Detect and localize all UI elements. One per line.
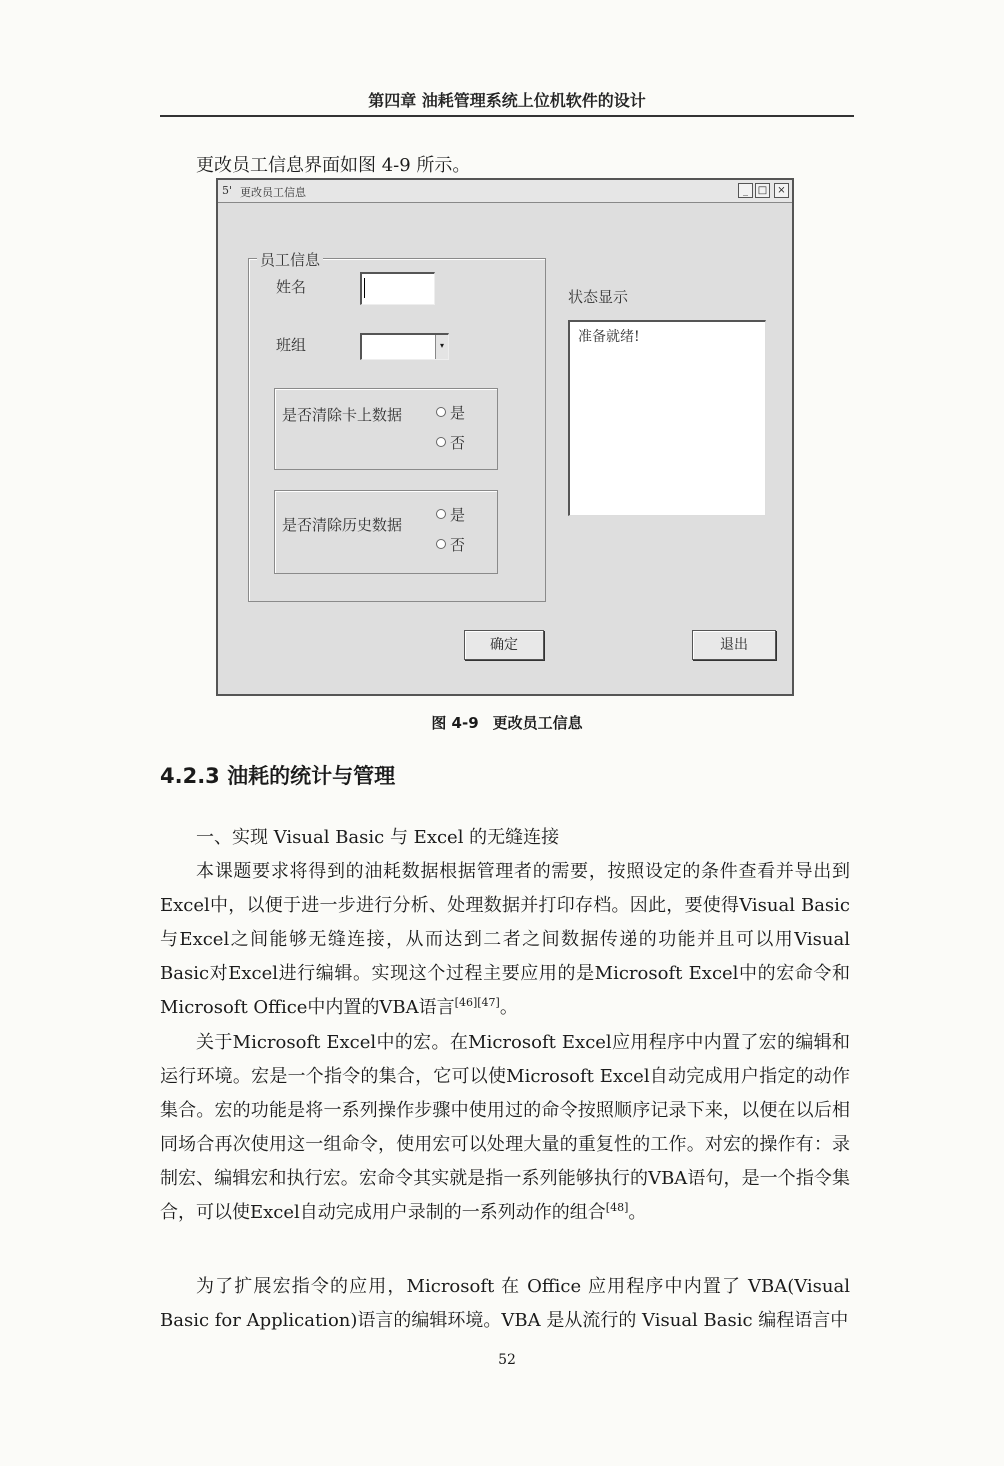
citation: [46][47] xyxy=(454,996,500,1009)
figure-number: 图 4-9 xyxy=(431,714,479,732)
clear-card-yes-radio[interactable]: 是 xyxy=(436,402,465,423)
status-label: 状态显示 xyxy=(568,288,629,306)
ok-button[interactable]: 确定 xyxy=(464,630,544,660)
status-display: 准备就绪! xyxy=(568,320,766,516)
clear-history-yes-radio[interactable]: 是 xyxy=(436,504,465,525)
paragraph-3: 为了扩展宏指令的应用，Microsoft 在 Office 应用程序中内置了 VBA(Visual Basic for Application)语言的编辑环境。VBA 是从流行的 Visual Basic 编程语言中 xyxy=(160,1276,850,1331)
radio-icon xyxy=(436,407,446,417)
paragraph-1: 本课题要求将得到的油耗数据根据管理者的需要，按照设定的条件查看并导出到Excel中，以便于进一步进行分析、处理数据并打印存档。因此，要使得Visual Basic与Excel之间能够无缝连接，从而达到二者之间数据传递的功能并且可以用Visual Basic对Excel进行编辑。实现这个过程主要应用的是Microsoft Excel中的宏命令和Microsoft Office中内置的VBA语言[46][47]。 xyxy=(160,861,850,1018)
maximize-icon[interactable]: □ xyxy=(755,183,770,198)
running-header: 第四章 油耗管理系统上位机软件的设计 xyxy=(368,91,646,110)
radio-icon xyxy=(436,539,446,549)
exit-button[interactable]: 退出 xyxy=(692,630,776,660)
paragraph-2: 关于Microsoft Excel中的宏。在Microsoft Excel应用程序中内置了宏的编辑和运行环境。宏是一个指令的集合，它可以使Microsoft Excel自动完成用户指定的动作集合。宏的功能是将一系列操作步骤中使用过的命令按照顺序记录下来，以便在以后相同场合再次使用这一组命令，使用宏可以处理大量的重复性的工作。对宏的操作有：录制宏、编辑宏和执行宏。宏命令其实就是指一系列能够执行的VBA语句，是一个指令集合，可以使Excel自动完成用户录制的一系列动作的组合[48]。 xyxy=(160,1032,850,1223)
citation: [48] xyxy=(605,1201,629,1214)
subsection-heading: 一、实现 Visual Basic 与 Excel 的无缝连接 xyxy=(196,827,560,848)
chevron-down-icon[interactable]: ▾ xyxy=(435,335,448,359)
window-title: 更改员工信息 xyxy=(240,186,306,199)
name-input[interactable] xyxy=(360,272,435,305)
clear-history-no-radio[interactable]: 否 xyxy=(436,534,465,555)
close-icon[interactable]: × xyxy=(774,183,789,198)
text-caret xyxy=(364,278,365,298)
clear-card-no-radio[interactable]: 否 xyxy=(436,432,465,453)
figure-caption xyxy=(160,712,854,733)
clear-history-question: 是否清除历史数据 xyxy=(282,516,403,534)
employee-info-legend: 员工信息 xyxy=(257,249,323,270)
team-label: 班组 xyxy=(276,336,307,354)
team-select[interactable] xyxy=(360,333,449,360)
intro-text: 更改员工信息界面如图 4-9 所示。 xyxy=(196,155,471,176)
name-label: 姓名 xyxy=(276,278,307,296)
minimize-icon[interactable]: _ xyxy=(738,183,753,198)
figure-title: 更改员工信息 xyxy=(492,714,583,732)
radio-icon xyxy=(436,509,446,519)
header-rule xyxy=(160,115,854,117)
clear-card-group xyxy=(274,388,498,470)
dialog-screenshot xyxy=(216,178,794,696)
app-icon: 5' xyxy=(222,184,233,197)
radio-icon xyxy=(436,437,446,447)
clear-card-question: 是否清除卡上数据 xyxy=(282,406,403,424)
title-bar xyxy=(218,180,792,203)
page-number: 52 xyxy=(498,1352,516,1368)
section-title: 4.2.3 油耗的统计与管理 xyxy=(160,764,396,788)
